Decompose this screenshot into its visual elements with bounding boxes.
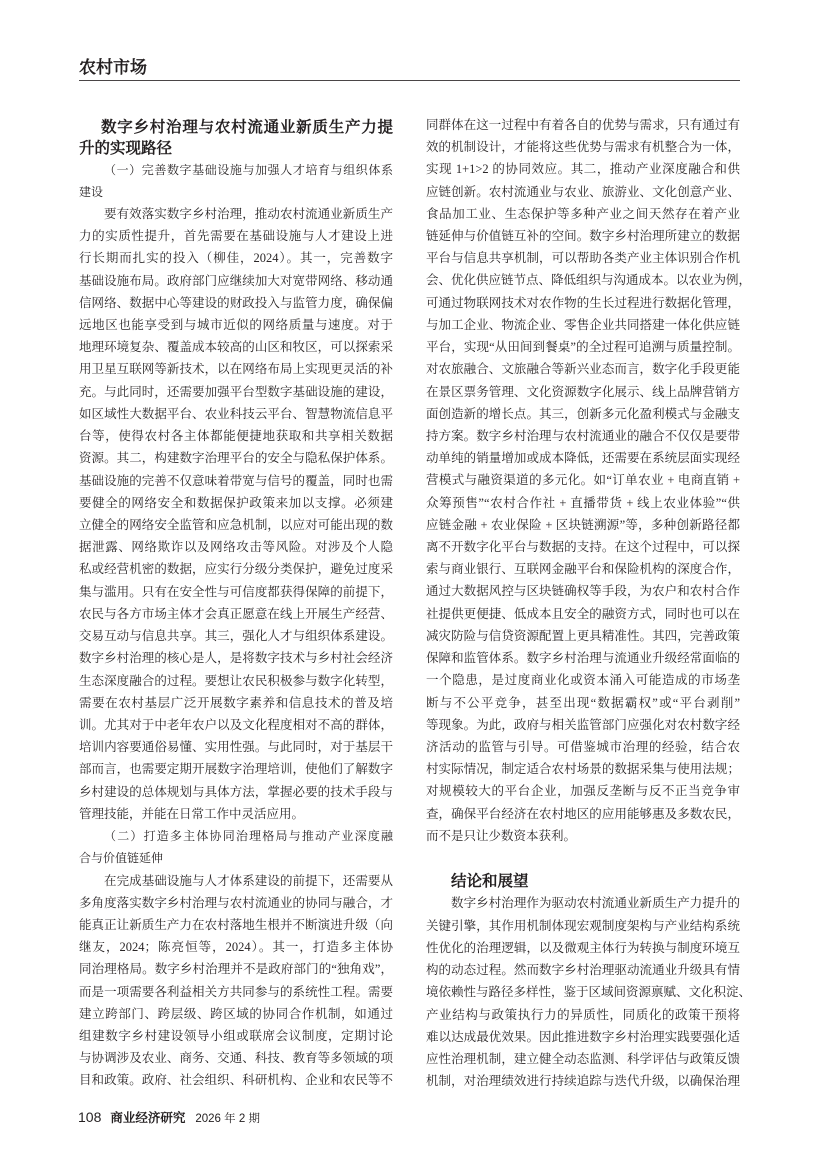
text-line: （二）打造多主体协同治理格局与推动产业深度融 xyxy=(104,829,393,844)
text-line: 管理技能，并能在日常工作中灵活应用。 xyxy=(79,806,305,821)
text-line: 应链创新。农村流通业与农业、旅游业、文化创意产业、 xyxy=(426,184,740,199)
text-line: 等现象。为此，政府与相关监管部门应强化对农村数字经 xyxy=(426,717,740,732)
text-line: 众筹预售”“农村合作社 + 直播带货 + 线上农业体验”“供 xyxy=(426,495,740,510)
text-line: 需要在农村基层广泛开展数字素养和信息技术的普及培 xyxy=(79,695,393,710)
text-line: 合与价值链延伸 xyxy=(79,851,164,866)
text-line: 关键引擎，其作用机制体现宏观制度架构与产业结构系统 xyxy=(426,918,740,933)
article-section-title-line: 升的实现路径 xyxy=(79,139,173,157)
text-line: 部而言，也需要定期开展数字治理培训，使他们了解数字 xyxy=(79,762,393,777)
text-line: 如区域性大数据平台、农业科技云平台、智慧物流信息平 xyxy=(79,406,393,421)
page-footer xyxy=(78,1108,260,1126)
text-line: 训。尤其对于中老年农户以及文化程度相对不高的群体， xyxy=(79,717,393,732)
text-line: 通过大数据风控与区块链确权等手段，为农户和农村合作 xyxy=(426,584,740,599)
text-line: 而不是只让少数资本获利。 xyxy=(426,828,577,843)
text-line: 继友，2024；陈亮恒等，2024）。其一，打造多主体协 xyxy=(79,940,393,955)
text-line: 同治理格局。数字乡村治理并不是政府部门的“独角戏”， xyxy=(79,962,393,977)
text-line: 面创造新的增长点。其三，创新多元化盈利模式与金融支 xyxy=(426,406,740,421)
text-line: 保障和监管体系。数字乡村治理与流通业升级经常面临的 xyxy=(426,651,740,666)
text-line: 对农旅融合、文旅融合等新兴业态而言，数字化手段更能 xyxy=(426,362,740,377)
text-line: 数字乡村治理的核心是人，是将数字技术与乡村社会经济 xyxy=(79,651,393,666)
text-line: 能真正让新质生产力在农村落地生根并不断演进升级（向 xyxy=(79,917,393,932)
paragraph-continued xyxy=(426,114,752,847)
header-divider xyxy=(79,80,740,81)
text-line: 建立跨部门、跨层级、跨区域的协同合作机制，如通过 xyxy=(79,1006,393,1021)
text-line: 营模式与融资渠道的多元化。如“订单农业 + 电商直销 + xyxy=(426,473,740,488)
text-line: 用卫星互联网等新技术，以在网络布局上实现更灵活的补 xyxy=(79,362,393,377)
text-line: 断与不公平竞争，甚至出现“数据霸权”或“平台剥削” xyxy=(426,695,740,710)
text-line: 同群体在这一过程中有着各自的优势与需求，只有通过有 xyxy=(426,117,740,132)
subheading-2 xyxy=(79,825,393,869)
text-line: 减灾防险与信贷资源配置上更具精准性。其四，完善政策 xyxy=(426,628,740,643)
right-column xyxy=(426,114,752,1092)
article-section-title xyxy=(79,117,393,159)
text-line: 私或经营机密的数据，应实行分级分类保护，避免过度采 xyxy=(79,562,393,577)
text-line: 与协调涉及农业、商务、交通、科技、教育等多领域的项 xyxy=(79,1051,393,1066)
text-line: 食品加工业、生态保护等多种产业之间天然存在着产业 xyxy=(426,206,740,221)
text-line: 而是一项需要各利益相关方共同参与的系统性工程。需要 xyxy=(79,984,393,999)
text-line: （一）完善数字基础设施与加强人才培育与组织体系 xyxy=(104,162,393,177)
text-line: 机制，对治理绩效进行持续追踪与迭代升级，以确保治理 xyxy=(426,1074,740,1089)
text-line: 产业结构与政策执行力的异质性，同质化的政策干预将 xyxy=(426,1007,740,1022)
text-line: 交易互动与信息共享。其三，强化人才与组织体系建设。 xyxy=(79,629,393,644)
paragraph xyxy=(79,870,393,1092)
text-line: 据泄露、网络欺诈以及网络攻击等风险。对涉及个人隐 xyxy=(79,540,393,555)
text-line: 信网络、数据中心等建设的财政投入与监管力度，确保偏 xyxy=(79,295,393,310)
subheading-1 xyxy=(79,159,393,203)
text-line: 基础设施布局。政府部门应继续加大对宽带网络、移动通 xyxy=(79,273,393,288)
text-line: 效的机制设计，才能将这些优势与需求有机整合为一体， xyxy=(426,140,740,155)
article-section-title-line: 数字乡村治理与农村流通业新质生产力提 xyxy=(101,118,393,136)
text-line: 多角度落实数字乡村治理与农村流通业的协同与融合，才 xyxy=(79,895,393,910)
text-line: 应性治理机制，建立健全动态监测、科学评估与政策反馈 xyxy=(426,1051,740,1066)
text-line: 应链金融 + 农业保险 + 区块链溯源”等，多种创新路径都 xyxy=(426,517,740,532)
text-line: 济活动的监管与引导。可借鉴城市治理的经验，结合农 xyxy=(426,740,740,755)
text-line: 平台与信息共享机制，可以帮助各类产业主体识别合作机 xyxy=(426,251,740,266)
text-line: 链延伸与价值链互补的空间。数字乡村治理所建立的数据 xyxy=(426,228,740,243)
text-line: 要有效落实数字乡村治理，推动农村流通业新质生产 xyxy=(104,206,393,221)
text-line: 集与滥用。只有在安全性与可信度都获得保障的前提下， xyxy=(79,584,393,599)
text-line: 力的实质性提升，首先需要在基础设施与人才建设上进 xyxy=(79,229,393,244)
page-number: 108 xyxy=(78,1109,102,1125)
text-line: 构的动态过程。然而数字乡村治理驱动流通业升级具有情 xyxy=(426,963,740,978)
text-line: 基础设施的完善不仅意味着带宽与信号的覆盖，同时也需 xyxy=(79,473,393,488)
text-line: 会、优化供应链节点、降低组织与沟通成本。以农业为例， xyxy=(426,273,752,288)
text-line: 社提供更便捷、低成本且安全的融资方式，同时也可以在 xyxy=(426,606,740,621)
journal-name: 商业经济研究 xyxy=(110,1111,186,1125)
text-line: 数字乡村治理作为驱动农村流通业新质生产力提升的 xyxy=(451,896,740,911)
text-line: 在完成基础设施与人才体系建设的前提下，还需要从 xyxy=(104,873,393,888)
text-line: 对规模较大的平台企业，加强反垄断与反不正当竞争审 xyxy=(426,784,740,799)
text-line: 查，确保平台经济在农村地区的应用能够惠及多数农民， xyxy=(426,806,740,821)
text-line: 台等，使得农村各主体都能便捷地获取和共享相关数据 xyxy=(79,429,393,444)
text-line: 农民与各方市场主体才会真正愿意在线上开展生产经营、 xyxy=(79,606,393,621)
text-line: 离不开数字化平台与数据的支持。在这个过程中，可以探 xyxy=(426,540,740,555)
text-line: 在景区票务管理、文化资源数字化展示、线上品牌营销方 xyxy=(426,384,740,399)
text-line: 一个隐患，是过度商业化或资本涌入可能造成的市场垄 xyxy=(426,673,740,688)
paragraph xyxy=(426,892,752,1092)
text-line: 充。与此同时，还需要加强平台型数字基础设施的建设， xyxy=(79,384,393,399)
text-line: 立健全的网络安全监管和应急机制，以应对可能出现的数 xyxy=(79,518,393,532)
text-line: 组建数字乡村建设领导小组或联席会议制度，定期讨论 xyxy=(79,1029,393,1044)
text-line: 索与商业银行、互联网金融平台和保险机构的深度合作， xyxy=(426,562,740,577)
text-line: 持方案。数字乡村治理与农村流通业的融合不仅仅是要带 xyxy=(426,428,740,443)
paragraph xyxy=(79,203,393,825)
text-line: 地理环境复杂、覆盖成本较高的山区和牧区，可以探索采 xyxy=(79,340,393,355)
text-line: 建设 xyxy=(79,184,104,199)
text-line: 可通过物联网技术对农作物的生长过程进行数据化管理， xyxy=(426,295,740,310)
text-line: 培训内容要通俗易懂、实用性强。与此同时，对于基层干 xyxy=(79,740,393,755)
text-line: 实现 1+1>2 的协同效应。其二，推动产业深度融合和供 xyxy=(426,162,740,177)
text-line: 乡村建设的总体规划与具体方法，掌握必要的技术手段与 xyxy=(79,784,393,799)
text-line: 境依赖性与路径多样性，鉴于区域间资源禀赋、文化积淀、 xyxy=(426,985,752,1000)
text-line: 目和政策。政府、社会组织、科研机构、企业和农民等不 xyxy=(79,1073,393,1088)
text-line: 生态深度融合的过程。要想让农民积极参与数字化转型， xyxy=(79,673,393,688)
text-line: 行长期而扎实的投入（柳佳，2024）。其一，完善数字 xyxy=(79,251,393,266)
text-line: 性优化的治理逻辑，以及微观主体行为转换与制度环境互 xyxy=(426,940,740,955)
text-line: 动单纯的销量增加或成本降低，还需要在系统层面实现经 xyxy=(426,451,740,466)
conclusion-heading: 结论和展望 xyxy=(451,873,529,891)
text-line: 远地区也能享受到与城市近似的网络质量与速度。对于 xyxy=(79,318,393,333)
text-line: 资源。其二，构建数字治理平台的安全与隐私保护体系。 xyxy=(79,451,393,466)
text-line: 平台，实现“从田间到餐桌”的全过程可追溯与质量控制。 xyxy=(426,340,740,355)
text-line: 与加工企业、物流企业、零售企业共同搭建一体化供应链 xyxy=(426,317,740,332)
left-column xyxy=(79,117,393,1092)
text-line: 要健全的网络安全和数据保护政策来加以支撑。必须建 xyxy=(79,495,393,510)
issue-label: 2026 年 2 期 xyxy=(195,1113,260,1125)
text-line: 难以达成最优效果。因此推进数字乡村治理实践要强化适 xyxy=(426,1029,740,1044)
text-line: 村实际情况，制定适合农村场景的数据采集与使用法规； xyxy=(426,762,740,777)
section-header: 农村市场 xyxy=(79,58,147,77)
